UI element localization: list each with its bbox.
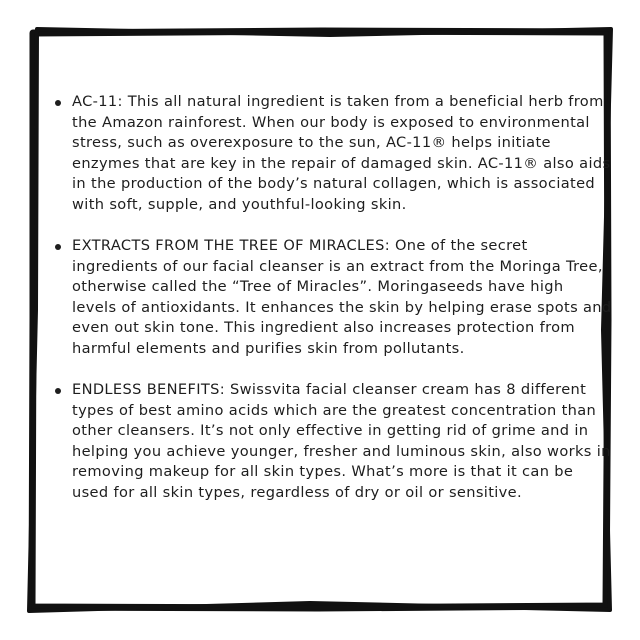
bullet-text: AC-11: This all natural ingredient is taken from a beneficial herb from the Amazon rainforest. When our body is exposed to environmental stress, such as overexposure to the sun, AC-11® helps initiate enzymes that are key in the repair of damaged skin. AC-11® also aids in the production of the body’s natural collagen, which is associated with soft, supple, and youthful-looking skin. [72,93,611,213]
bullet-list [52,92,612,503]
bullet-text: ENDLESS BENEFITS: Swissvita facial cleanser cream has 8 different types of best amino acids which are the greatest concentration than other cleansers. It’s not only effective in getting rid of grime and in helping you achieve younger, fresher and luminous skin, also works in removing makeup for all skin types. What’s more is that it can be used for all skin types, regardless of dry or oil or sensitive. [72,381,611,501]
bullet-text: EXTRACTS FROM THE TREE OF MIRACLES: One of the secret ingredients of our facial cleanser is an extract from the Moringa Tree, otherwise called the “Tree of Miracles”. Moringaseeds have high levels of antioxidants. It enhances the skin by helping erase spots and even out skin tone. This ingredient also increases protection from harmful elements and purifies skin from pollutants. [72,237,612,357]
bullet-item-tree-of-miracles [52,236,612,359]
bullet-dot-icon [55,100,61,106]
text-panel [52,92,612,524]
bullet-item-ac11 [52,92,612,215]
bullet-dot-icon [55,388,61,394]
bullet-dot-icon [55,244,61,250]
bullet-item-endless-benefits [52,380,612,503]
